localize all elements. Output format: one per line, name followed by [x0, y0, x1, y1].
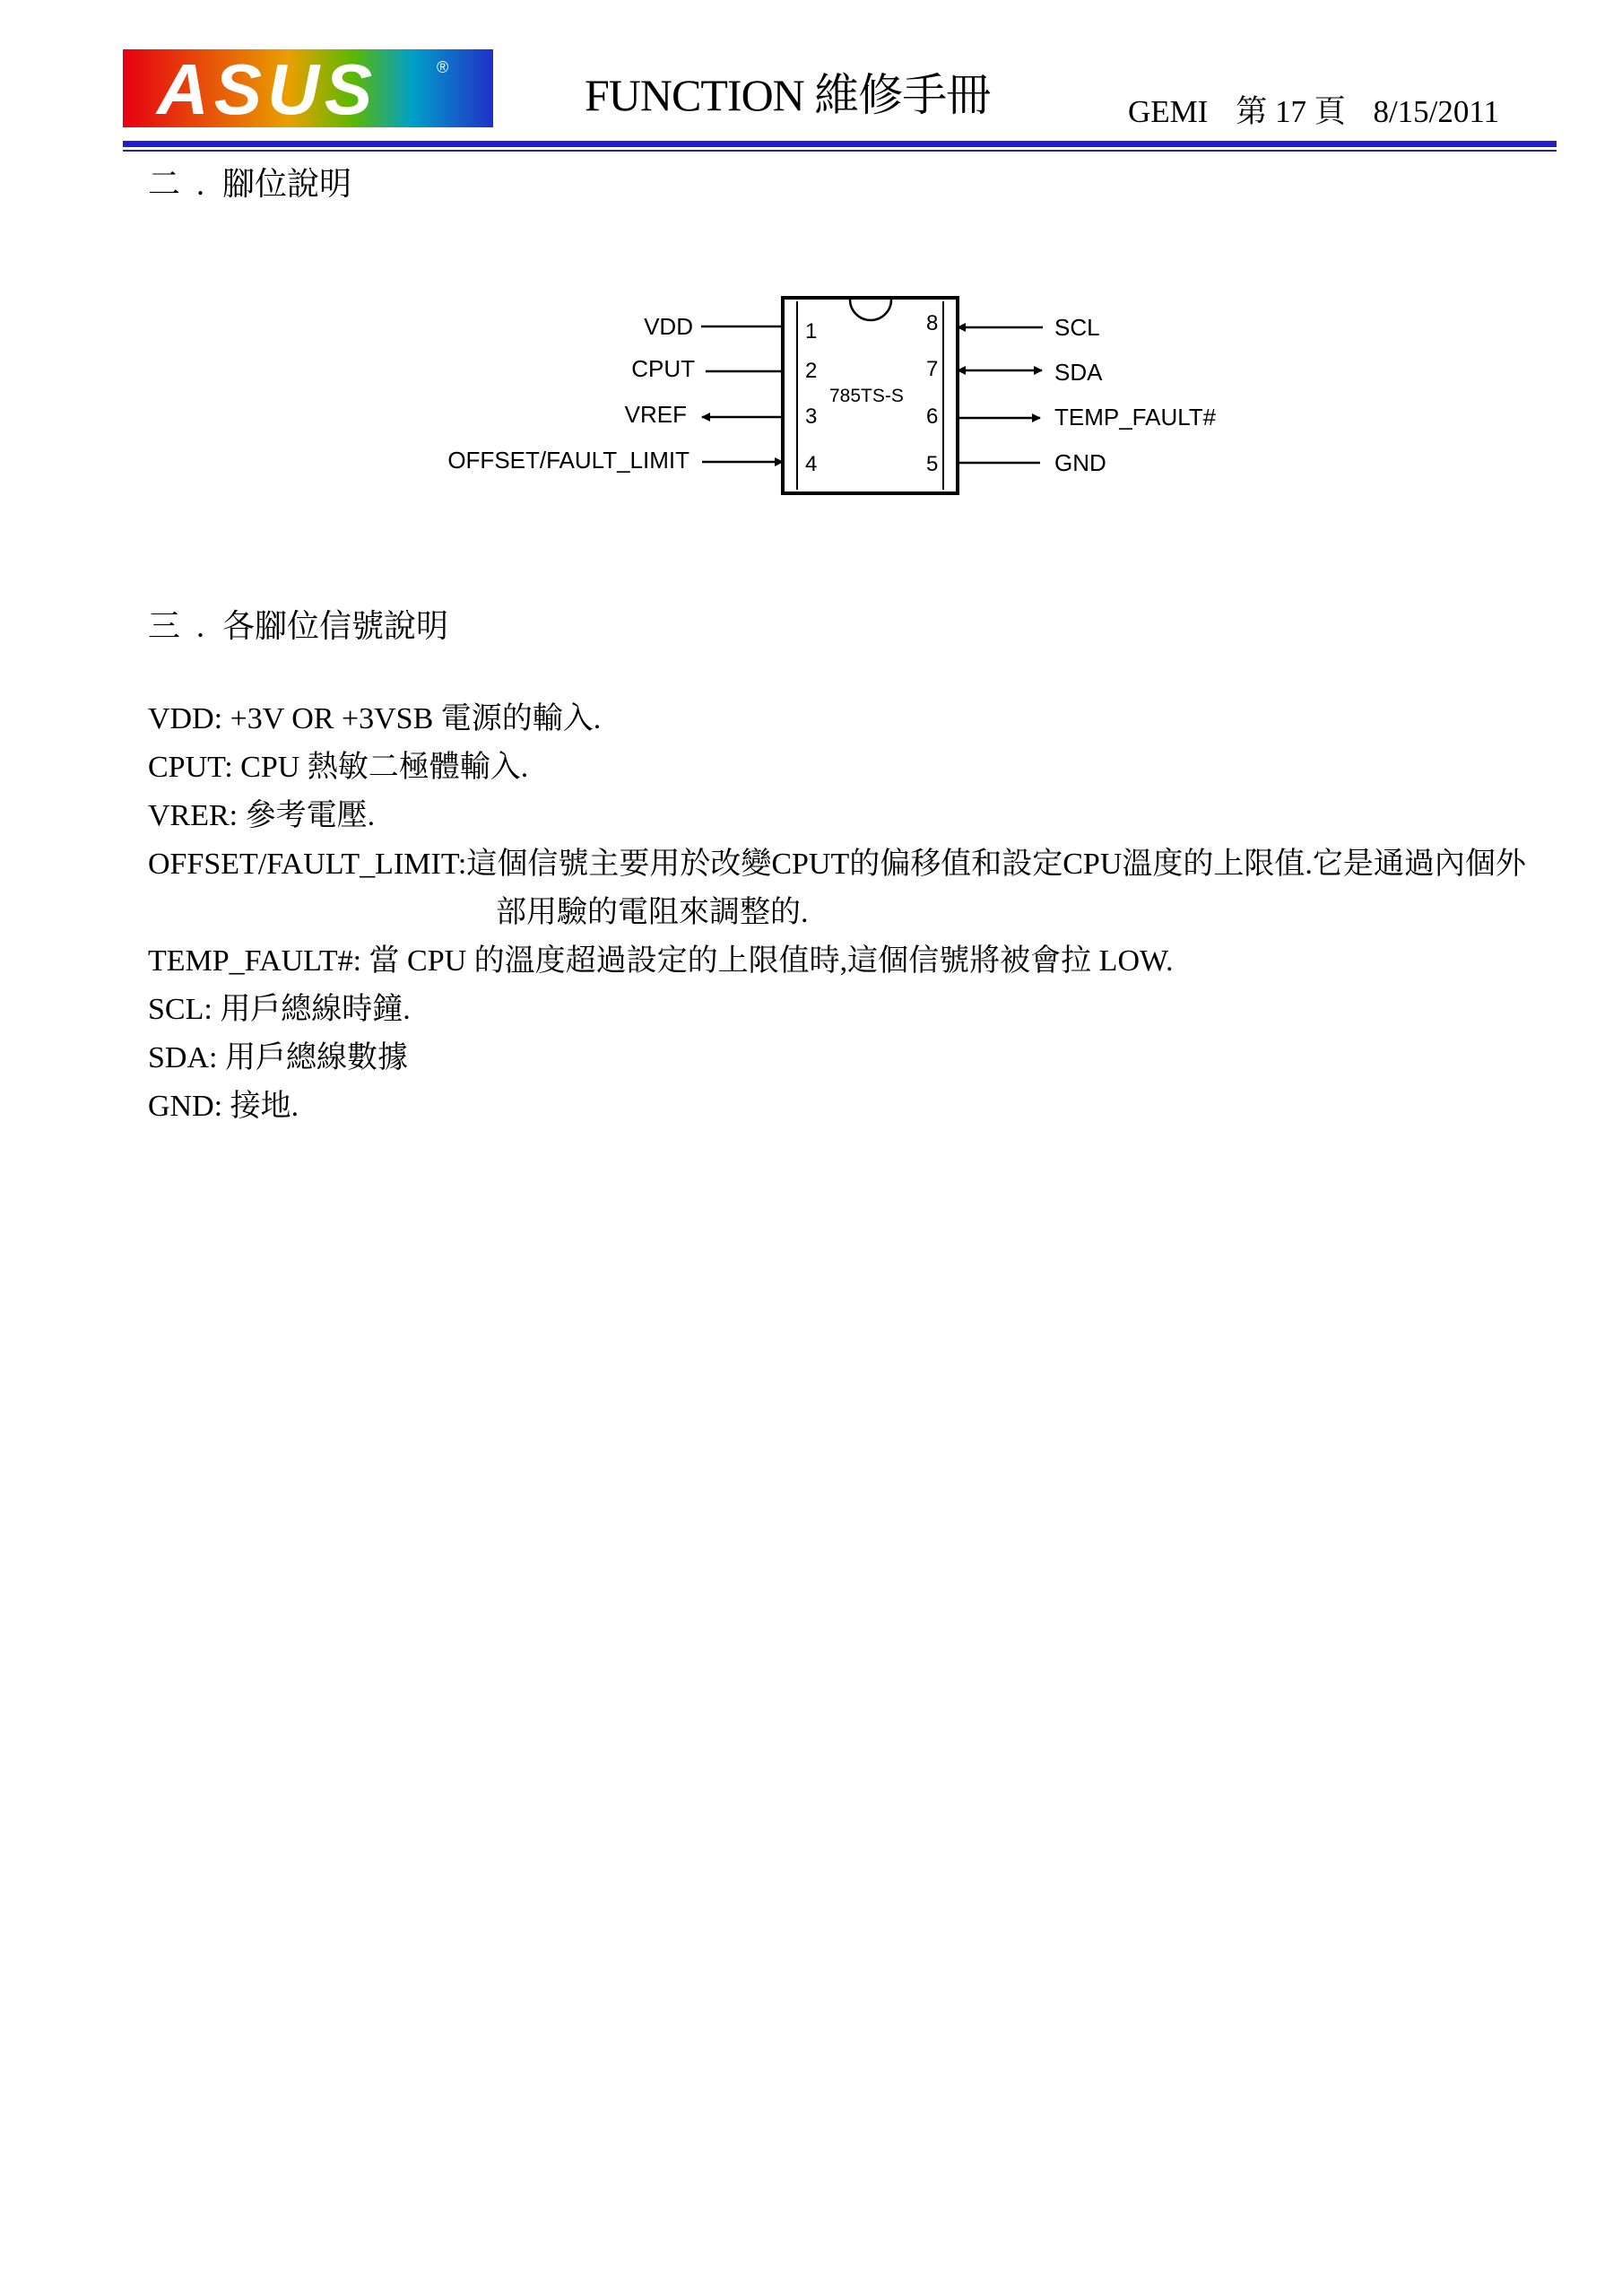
- description-text: 當 CPU 的溫度超過設定的上限值時,這個信號將被會拉 LOW.: [361, 944, 1174, 978]
- section-heading-signal-description: [148, 601, 448, 647]
- asus-logo: [123, 49, 493, 127]
- signal-description-list: [148, 695, 1547, 1131]
- header-meta: [1128, 87, 1499, 132]
- header-rule: [123, 141, 1557, 147]
- chip-part-number: 785TS-S: [829, 386, 904, 406]
- description-text: CPU 熱敏二極體輸入.: [232, 751, 529, 784]
- pin-label-temp-fault: TEMP_FAULT#: [1054, 404, 1217, 430]
- description-text: +3V OR +3VSB 電源的輸入.: [222, 702, 602, 735]
- description-sda: [148, 1034, 1547, 1083]
- description-text: 接地.: [222, 1090, 299, 1123]
- logo-wordmark: ASUS: [157, 49, 378, 127]
- description-text: 用戶總線數據: [217, 1041, 408, 1074]
- company-name: GEMI: [1128, 94, 1209, 129]
- description-term: SCL:: [148, 993, 213, 1026]
- pin-label-offset-fault-limit: OFFSET/FAULT_LIMIT: [447, 447, 690, 474]
- description-term: VRER:: [148, 799, 239, 832]
- document-title: FUNCTION 維修手冊: [585, 70, 991, 120]
- description-term: TEMP_FAULT#:: [148, 944, 362, 978]
- header-rule-thin: [123, 150, 1557, 152]
- pin-diagram: [0, 269, 1622, 520]
- pin-label-scl: SCL: [1054, 314, 1100, 341]
- description-term: VDD:: [148, 702, 223, 735]
- description-temp-fault: [148, 937, 1547, 986]
- description-term: SDA:: [148, 1041, 218, 1074]
- pin-number-6: 6: [926, 404, 939, 429]
- pin-number-2: 2: [805, 359, 818, 383]
- description-vdd: [148, 695, 1547, 744]
- pin-number-4: 4: [805, 452, 818, 476]
- section-title: 腳位說明: [222, 166, 352, 202]
- registered-mark: ®: [437, 58, 449, 76]
- pin-number-1: 1: [805, 319, 818, 344]
- description-gnd: [148, 1083, 1547, 1131]
- description-text: 參考電壓.: [238, 799, 376, 832]
- description-text: 用戶總線時鐘.: [212, 993, 411, 1026]
- pin-label-vref: VREF: [624, 401, 687, 428]
- pin-number-5: 5: [926, 452, 939, 476]
- description-text: 這個信號主要用於改變CPUT的偏移值和設定CPU溫度的上限值.它是通過內個外部用驗的電阻來調整的.: [466, 848, 1526, 929]
- section-number: 三: [148, 608, 181, 644]
- section-number: 二: [148, 166, 181, 202]
- section-dot: .: [196, 608, 205, 644]
- description-cput: [148, 744, 1547, 792]
- description-term: OFFSET/FAULT_LIMIT:: [148, 848, 467, 881]
- pin-number-3: 3: [805, 404, 818, 429]
- section-dot: .: [196, 166, 205, 202]
- description-term: GND:: [148, 1090, 223, 1123]
- pin-label-gnd: GND: [1054, 449, 1106, 476]
- description-scl: [148, 986, 1547, 1034]
- document-date: 8/15/2011: [1373, 94, 1500, 129]
- description-offset-fault-limit: [148, 840, 1547, 937]
- pin-label-cput: CPUT: [631, 355, 695, 382]
- pin-number-7: 7: [926, 357, 939, 381]
- pin-label-vdd: VDD: [644, 313, 693, 340]
- page-number: 第 17 頁: [1236, 94, 1346, 129]
- section-title: 各腳位信號說明: [222, 608, 449, 644]
- description-vrer: [148, 792, 1547, 840]
- pin-number-8: 8: [926, 311, 939, 335]
- description-term: CPUT:: [148, 751, 233, 784]
- section-heading-pin-layout: [148, 159, 351, 204]
- pin-label-sda: SDA: [1054, 359, 1103, 386]
